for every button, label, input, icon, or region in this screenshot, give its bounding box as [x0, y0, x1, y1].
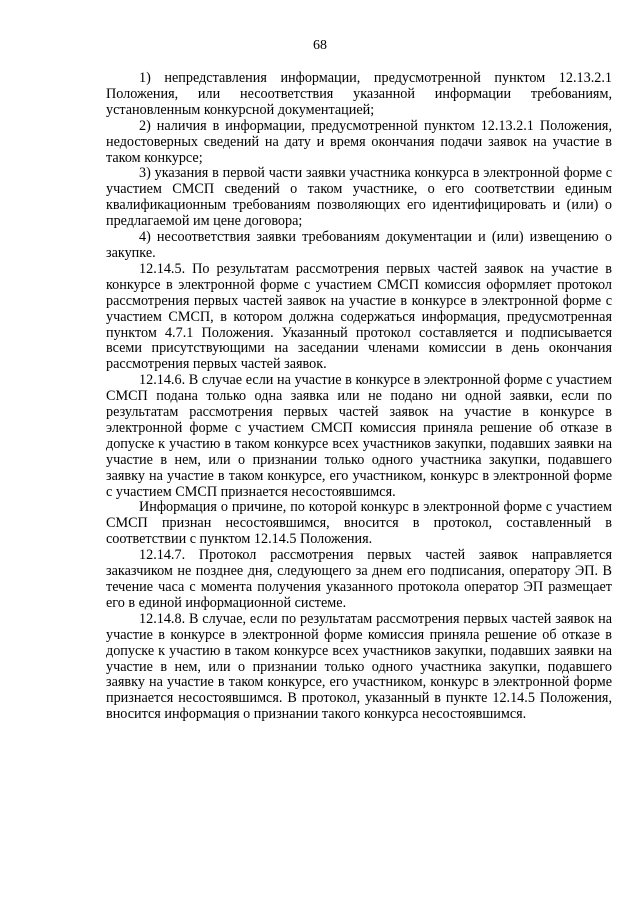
paragraph-item-3: 3) указания в первой части заявки участника конкурса в электронной форме с участием СМСП сведений о таком участнике, о его соответствии единым квалификационным требованиям позволяющих его идентифицировать и (или) о предлагаемой им цене договора; — [106, 165, 612, 230]
paragraph-12-14-8: 12.14.8. В случае, если по результатам рассмотрения первых частей заявок на участие в конкурсе в электронной форме комиссия приняла решение об отказе в допуске к участию в таком конкурсе всех участников закупки, подавших заявки на участие в нем, или о признании только одного участника закупки, подавшего заявку на участие в таком конкурсе, его участником, конкурс в электронной форме признается несостоявшимся. В протокол, указанный в пункте 12.14.5 Положения, вносится информация о признании такого конкурса несостоявшимся. — [106, 610, 612, 723]
page-number: 68 — [313, 38, 327, 53]
paragraph-12-14-6: 12.14.6. В случае если на участие в конкурсе в электронной форме с участием СМСП подана только одна заявка или не подано ни одной заявки, если по результатам рассмотрения первых частей заявок на участие в конкурсе в электронной форме с участием СМСП комиссия приняла решение об отказе в допуске к участию в таком конкурсе всех участников закупки, подавших заявки на участие в нем, или о признании только одного участника закупки, подавшего заявку на участие в таком конкурсе, его участником, конкурс в электронной форме с участием СМСП признается несостоявшимся. — [106, 372, 612, 500]
paragraph-12-14-7: 12.14.7. Протокол рассмотрения первых частей заявок направляется заказчиком не позднее дня, следующего за днем его подписания, оператору ЭП. В течение часа с момента получения указанного протокола оператор ЭП размещает его в единой информационной системе. — [106, 547, 612, 611]
document-body — [106, 71, 612, 723]
paragraph-12-14-5: 12.14.5. По результатам рассмотрения первых частей заявок на участие в конкурсе в электронной форме с участием СМСП комиссия оформляет протокол рассмотрения первых частей заявок на участие в конкурсе в электронной форме с участием СМСП, в котором должна содержаться информация, предусмотренная пунктом 4.7.1 Положения. Указанный протокол составляется и подписывается всеми присутствующими на заседании членами комиссии в день окончания рассмотрения первых частей заявок. — [106, 260, 612, 373]
paragraph-failure-reason: Информация о причине, по которой конкурс в электронной форме с участием СМСП признан несостоявшимся, вносится в протокол, составленный в соответствии с пунктом 12.14.5 Положения. — [106, 499, 612, 548]
paragraph-item-1: 1) непредставления информации, предусмотренной пунктом 12.13.2.1 Положения, или несоответствия указанной информации требованиям, установленным конкурсной документацией; — [106, 70, 612, 118]
paragraph-item-2: 2) наличия в информации, предусмотренной пунктом 12.13.2.1 Положения, недостоверных сведений на дату и время окончания подачи заявок на участие в таком конкурсе; — [106, 117, 612, 166]
paragraph-item-4: 4) несоответствия заявки требованиям документации и (или) извещению о закупке. — [106, 229, 612, 261]
